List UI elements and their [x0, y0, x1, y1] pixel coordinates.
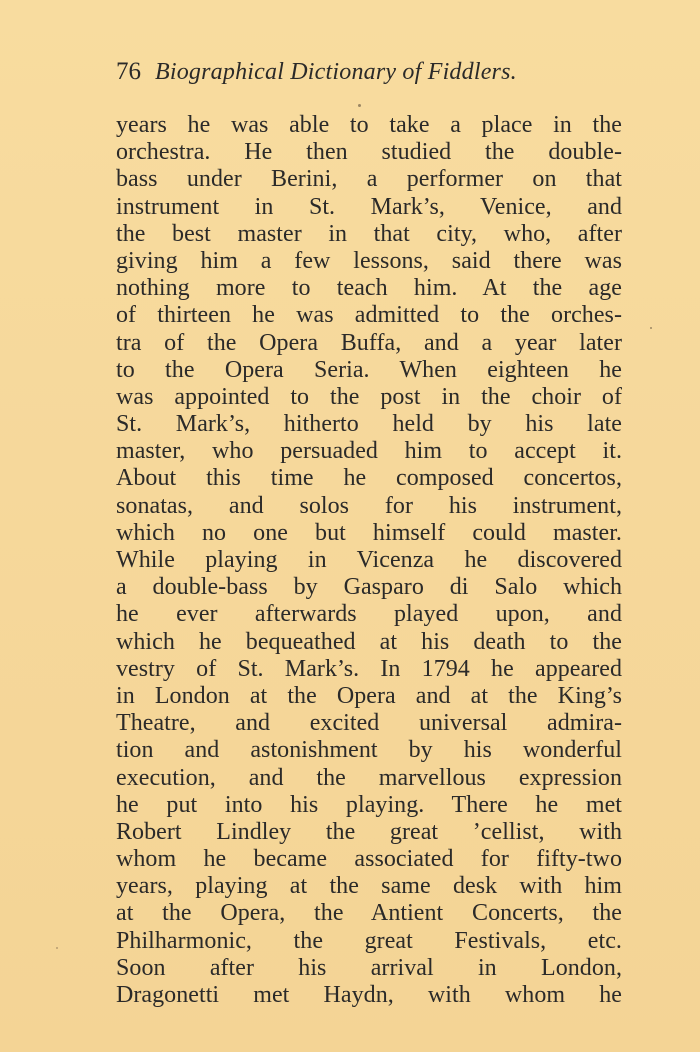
text-line: Dragonetti met Haydn, with whom he — [116, 982, 622, 1008]
print-speck — [56, 947, 58, 949]
text-line: vestry of St. Mark’s. In 1794 he appeared — [116, 655, 622, 682]
text-line: Soon after his arrival in London, — [116, 954, 622, 981]
text-line: instrument in St. Mark’s, Venice, and — [116, 193, 622, 220]
text-line: of thirteen he was admitted to the orches- — [116, 302, 622, 329]
text-line: to the Opera Seria. When eighteen he — [116, 356, 622, 383]
text-line: he ever afterwards played upon, and — [116, 601, 622, 628]
text-line: tra of the Opera Buffa, and a year later — [116, 329, 622, 356]
running-head — [116, 52, 586, 92]
text-line: giving him a few lessons, said there was — [116, 247, 622, 274]
text-line: a double-bass by Gasparo di Salo which — [116, 574, 622, 601]
print-speck — [358, 104, 361, 107]
text-line: in London at the Opera and at the King’s — [116, 682, 622, 709]
text-line: bass under Berini, a performer on that — [116, 166, 622, 193]
running-title: Biographical Dictionary of Fiddlers. — [155, 59, 517, 85]
text-line: execution, and the marvellous expression — [116, 764, 622, 791]
text-line: whom he became associated for fifty-two — [116, 846, 622, 873]
body-text — [116, 112, 622, 1009]
text-line: Philharmonic, the great Festivals, etc. — [116, 927, 622, 954]
text-line: master, who persuaded him to accept it. — [116, 438, 622, 465]
text-line: About this time he composed concertos, — [116, 465, 622, 492]
text-line: nothing more to teach him. At the age — [116, 275, 622, 302]
text-line: While playing in Vicenza he discovered — [116, 547, 622, 573]
text-line: the best master in that city, who, after — [116, 220, 622, 247]
text-line: he put into his playing. There he met — [116, 791, 622, 818]
text-line: sonatas, and solos for his instrument, — [116, 492, 622, 519]
text-line: Robert Lindley the great ’cellist, with — [116, 818, 622, 845]
text-line: orchestra. He then studied the double- — [116, 139, 622, 166]
text-line: tion and astonishment by his wonderful — [116, 737, 622, 764]
text-line: was appointed to the post in the choir of — [116, 383, 622, 410]
text-line: Theatre, and excited universal admira- — [116, 710, 622, 737]
text-line: St. Mark’s, hitherto held by his late — [116, 411, 622, 438]
print-speck — [650, 327, 652, 329]
text-line: years, playing at the same desk with him — [116, 873, 622, 900]
text-line: years he was able to take a place in the — [116, 112, 622, 138]
page-number: 76 — [116, 58, 141, 85]
text-line: at the Opera, the Antient Concerts, the — [116, 900, 622, 927]
text-line: which no one but himself could master. — [116, 519, 622, 546]
text-line: which he bequeathed at his death to the — [116, 628, 622, 655]
